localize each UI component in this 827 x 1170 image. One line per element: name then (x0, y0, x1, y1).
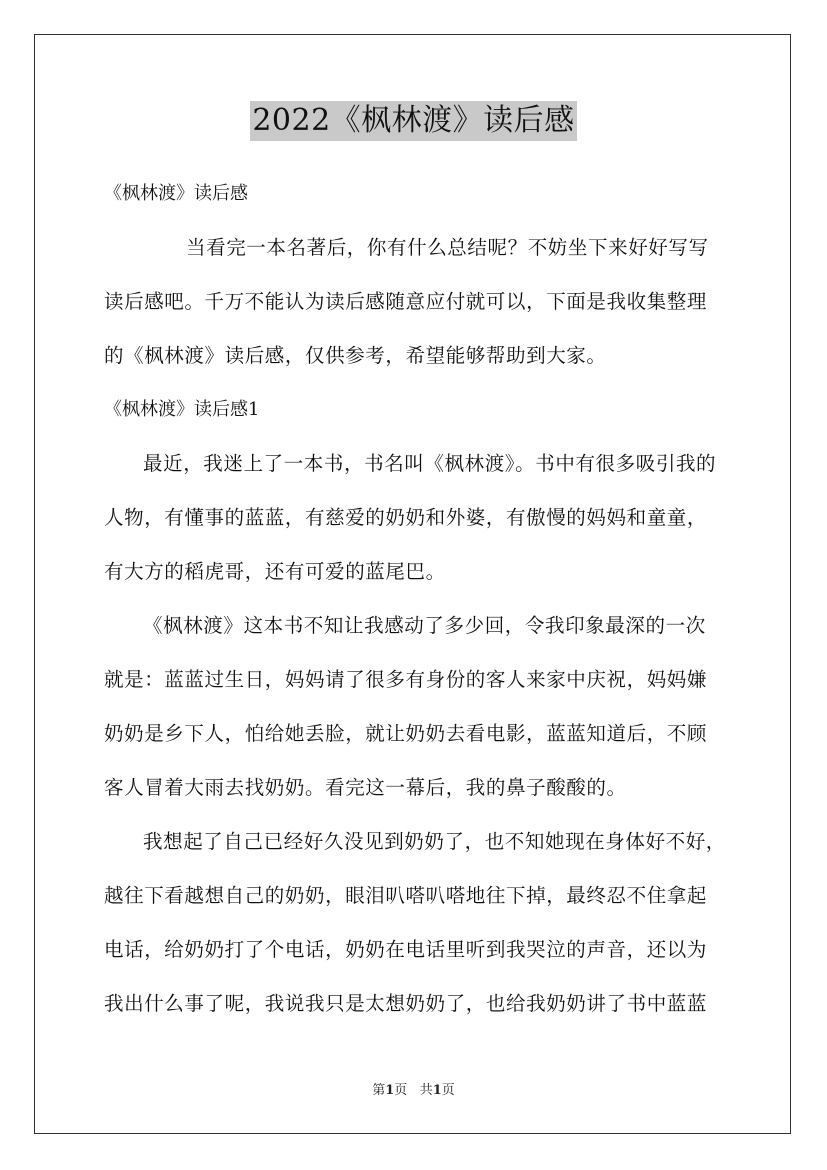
intro-line-1: 当看完一本名著后，你有什么总结呢？不妨坐下来好好写写 (186, 236, 709, 259)
paragraph-3-line-2: 越往下看越想自己的奶奶，眼泪叭嗒叭嗒地往下掉，最终忍不住拿起 (104, 884, 708, 907)
paragraph-1-line-2: 人物，有懂事的蓝蓝，有慈爱的奶奶和外婆，有傲慢的妈妈和童童， (104, 506, 708, 529)
title-container (0, 101, 827, 141)
page-suffix: 页 (394, 1083, 408, 1098)
paragraph-2-line-3: 奶奶是乡下人，怕给她丢脸，就让奶奶去看电影，蓝蓝知道后，不顾 (104, 722, 708, 745)
intro-line-2: 读后感吧。千万不能认为读后感随意应付就可以，下面是我收集整理 (104, 290, 708, 313)
total-suffix: 页 (441, 1083, 455, 1098)
page-footer (0, 1082, 827, 1100)
paragraph-2-line-2: 就是：蓝蓝过生日，妈妈请了很多有身份的客人来家中庆祝，妈妈嫌 (104, 668, 708, 691)
page-prefix: 第 (372, 1083, 386, 1098)
paragraph-1-line-3: 有大方的稻虎哥，还有可爱的蓝尾巴。 (104, 560, 446, 583)
paragraph-2-line-4: 客人冒着大雨去找奶奶。看完这一幕后，我的鼻子酸酸的。 (104, 776, 627, 799)
total-prefix: 共 (419, 1083, 433, 1098)
total-pages: 1 (432, 1083, 442, 1098)
paragraph-3-line-4: 我出什么事了呢，我说我只是太想奶奶了，也给我奶奶讲了书中蓝蓝 (104, 992, 708, 1015)
page-number: 1 (385, 1083, 395, 1098)
paragraph-3-line-1: 我想起了自己已经好久没见到奶奶了，也不知她现在身体好不好， (143, 830, 726, 853)
essay-heading: 《枫林渡》读后感1 (104, 399, 260, 420)
document-title: 2022《枫林渡》读后感 (250, 101, 576, 141)
section-heading: 《枫林渡》读后感 (104, 183, 248, 204)
paragraph-3-line-3: 电话，给奶奶打了个电话，奶奶在电话里听到我哭泣的声音，还以为 (104, 938, 708, 961)
paragraph-1-line-1: 最近，我迷上了一本书，书名叫《枫林渡》。书中有很多吸引我的 (143, 452, 717, 475)
intro-line-3: 的《枫林渡》读后感，仅供参考，希望能够帮助到大家。 (104, 344, 607, 367)
paragraph-2-line-1: 《枫林渡》这本书不知让我感动了多少回，令我印象最深的一次 (143, 614, 706, 637)
